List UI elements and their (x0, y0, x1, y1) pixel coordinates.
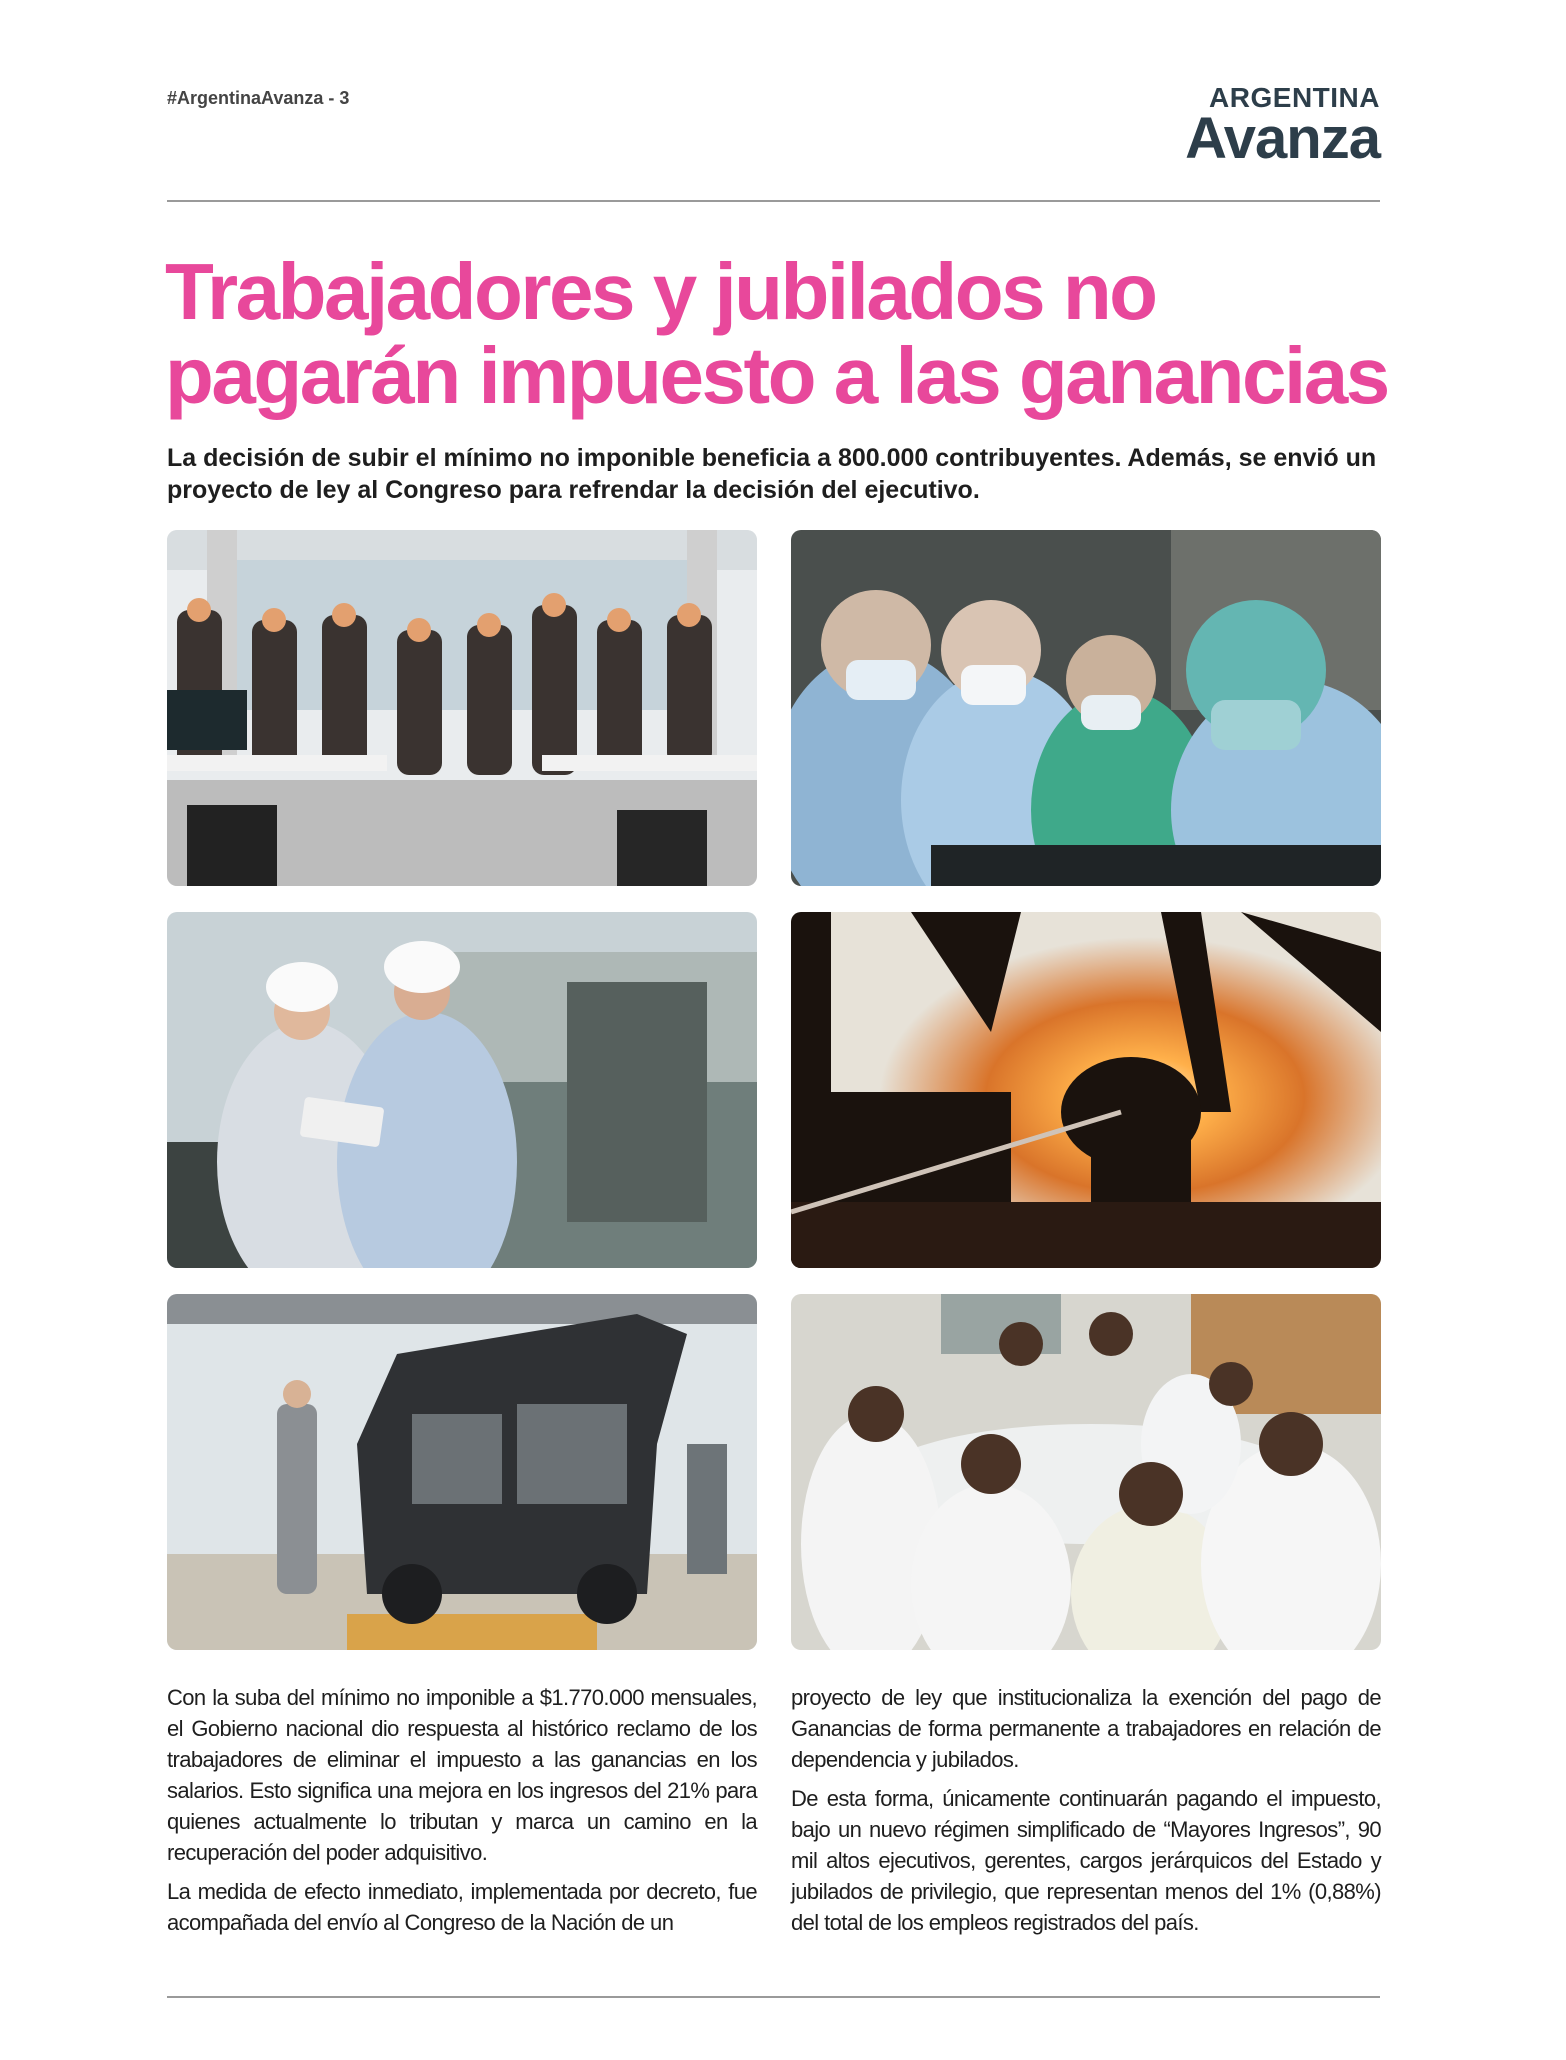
photo-oil-worker (791, 912, 1381, 1268)
photo-surgeons (791, 530, 1381, 886)
article-column-right (791, 1682, 1381, 1946)
argentina-avanza-logo (1185, 82, 1380, 171)
photo-office-team (167, 530, 757, 886)
article-headline: Trabajadores y jubilados no pagarán impuesto a las ganancias (165, 247, 1388, 420)
photo-engineers-tablet (167, 912, 757, 1268)
logo-bottom-text: Avanza (1185, 106, 1380, 171)
photo-lab-researchers (791, 1294, 1381, 1650)
article-column-left (167, 1682, 757, 1946)
article-deck: La decisión de subir el mínimo no imponible beneficia a 800.000 contribuyentes. Además, se envió un proyecto de ley al Congreso para refrendar la decisión del ejecutivo. (167, 444, 1377, 504)
paragraph: De esta forma, únicamente continuarán pagando el impuesto, bajo un nuevo régimen simplificado de “Mayores Ingresos”, 90 mil altos ejecutivos, gerentes, cargos jerárquicos del Estado y jubilados de privilegio, que representan menos del 1% (0,88%) del total de los empleos registrados del país. (791, 1786, 1381, 1935)
paragraph: Con la suba del mínimo no imponible a $1.770.000 mensuales, el Gobierno nacional dio respuesta al histórico reclamo de los trabajadores de eliminar el impuesto a las ganancias en los salarios. Esto significa una mejora en los ingresos del 21% para quienes actualmente lo tributan y marca un camino en la recuperación del poder adquisitivo. (167, 1685, 757, 1865)
logo-top-text: ARGENTINA (1209, 82, 1380, 113)
page-hashtag: #ArgentinaAvanza - 3 (167, 88, 350, 108)
paragraph: La medida de efecto inmediato, implementada por decreto, fue acompañada del envío al Congreso de la Nación de un (167, 1879, 757, 1935)
bottom-divider (167, 1996, 1380, 1998)
paragraph: proyecto de ley que institucionaliza la exención del pago de Ganancias de forma permanente a trabajadores en relación de dependencia y jubilados. (791, 1685, 1381, 1772)
photo-car-assembly (167, 1294, 757, 1650)
top-divider (167, 200, 1380, 202)
